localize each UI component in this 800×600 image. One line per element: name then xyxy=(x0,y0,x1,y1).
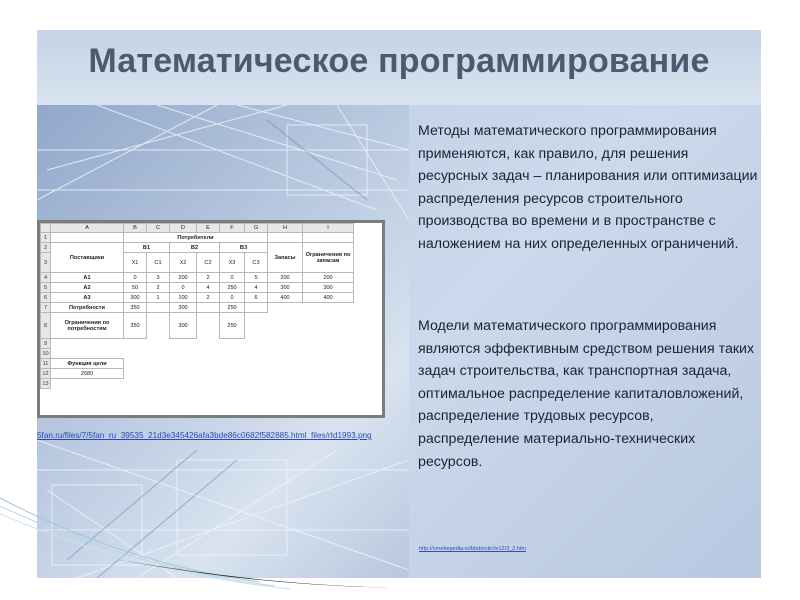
group-header: В1 xyxy=(124,243,170,253)
col-header-e: E xyxy=(197,224,220,233)
col-header-a: A xyxy=(51,224,124,233)
col-header-d: D xyxy=(170,224,197,233)
data-cell: 3 xyxy=(147,273,170,283)
col-header-h: H xyxy=(268,224,303,233)
row-number: 7 xyxy=(41,303,51,313)
group-header: В3 xyxy=(220,243,268,253)
data-cell: 50 xyxy=(124,283,147,293)
row-number: 13 xyxy=(42,380,49,387)
data-cell: 0 xyxy=(124,273,147,283)
data-cell: 100 xyxy=(170,293,197,303)
demand-cell: 250 xyxy=(220,303,245,313)
table-row xyxy=(41,313,354,339)
col-header-c: C xyxy=(147,224,170,233)
data-cell: 4 xyxy=(245,283,268,293)
row-number: 10 xyxy=(42,350,49,357)
data-cell: 0 xyxy=(170,283,197,293)
row-number: 3 xyxy=(41,253,51,273)
data-cell: 2 xyxy=(197,273,220,283)
row-number: 6 xyxy=(41,293,51,303)
data-cell: 6 xyxy=(245,293,268,303)
column-header-row xyxy=(41,224,354,233)
subheader-cell: Х1 xyxy=(124,253,147,273)
subheader-cell: С2 xyxy=(197,253,220,273)
demand-cell: 350 xyxy=(124,303,147,313)
row-number: 2 xyxy=(41,243,51,253)
table-row xyxy=(41,303,354,313)
subheader-cell: Х2 xyxy=(170,253,197,273)
objective-label: Функция цели xyxy=(51,359,124,369)
subheader-cell: Х3 xyxy=(220,253,245,273)
data-cell: 2 xyxy=(147,283,170,293)
stock-cell: 400 xyxy=(268,293,303,303)
data-cell: 1 xyxy=(147,293,170,303)
data-cell: 5 xyxy=(245,273,268,283)
supplier-name: А2 xyxy=(51,283,124,293)
consumers-header: Потребители xyxy=(124,233,268,243)
demand-limit-cell: 300 xyxy=(170,313,197,339)
row-number: 12 xyxy=(42,370,49,377)
stock-cell: 200 xyxy=(268,273,303,283)
row-number: 5 xyxy=(41,283,51,293)
objective-value: 2680 xyxy=(51,369,124,379)
paragraph-models: Модели математического программирования являются эффективным средством решения таких задач строительства, как транспортная задача, оптимальное распределение капиталовложений, распределение трудовых ресурсов, распределение материально-технических ресурсов. xyxy=(418,318,755,470)
table-row xyxy=(41,293,354,303)
table-row xyxy=(41,273,354,283)
data-cell: 4 xyxy=(197,283,220,293)
row-number: 1 xyxy=(41,233,51,243)
subheader-cell: С1 xyxy=(147,253,170,273)
col-header-b: B xyxy=(124,224,147,233)
data-cell: 0 xyxy=(220,273,245,283)
data-cell: 2 xyxy=(197,293,220,303)
col-header-f: F xyxy=(220,224,245,233)
stock-cell: 300 xyxy=(268,283,303,293)
demand-limit-cell: 350 xyxy=(124,313,147,339)
data-cell: 300 xyxy=(124,293,147,303)
swoosh-decoration-graphic xyxy=(0,470,800,600)
row-number: 9 xyxy=(41,339,51,349)
limit-cell: 400 xyxy=(303,293,354,303)
col-header-g: G xyxy=(245,224,268,233)
demand-limit-label: Ограничения по потребностям xyxy=(51,313,124,339)
stock-header: Запасы xyxy=(268,243,303,273)
spreadsheet-image xyxy=(37,220,385,418)
data-cell: 250 xyxy=(220,283,245,293)
row-number: 8 xyxy=(41,313,51,339)
supplier-name: А1 xyxy=(51,273,124,283)
data-cell: 200 xyxy=(170,273,197,283)
group-header: В2 xyxy=(170,243,220,253)
limit-cell: 200 xyxy=(303,273,354,283)
row-number: 11 xyxy=(41,359,51,369)
paragraph-methods: Методы математического программирования применяются, как правило, для решения ресурсных задач – планирования или оптимизации распределения ресурсов строительного производства во времени и в пространстве с наложением на них определенных ограничений. xyxy=(418,123,758,252)
suppliers-header: Поставщики xyxy=(51,243,124,273)
supplier-name: А3 xyxy=(51,293,124,303)
source-link-right[interactable]: http://cerebepedia.ru/bbd/ectic/ix12/3_2.htm xyxy=(419,546,527,552)
row-number: 4 xyxy=(41,273,51,283)
source-link-left[interactable]: 5fan.ru/files/7/5fan_ru_39535_21d3e345426afa3bde86c0682f582885.html_files/rId1993.png xyxy=(37,431,372,440)
limit-cell: 300 xyxy=(303,283,354,293)
demand-limit-cell: 250 xyxy=(220,313,245,339)
demand-label: Потребности xyxy=(51,303,124,313)
spreadsheet-table xyxy=(40,223,354,389)
data-cell: 0 xyxy=(220,293,245,303)
table-row xyxy=(41,283,354,293)
col-header-i: I xyxy=(303,224,354,233)
slide-title: Математическое программирование xyxy=(88,42,710,80)
subheader-cell: С3 xyxy=(245,253,268,273)
demand-cell: 300 xyxy=(170,303,197,313)
stock-limit-header: Ограничения по запасам xyxy=(303,243,354,273)
